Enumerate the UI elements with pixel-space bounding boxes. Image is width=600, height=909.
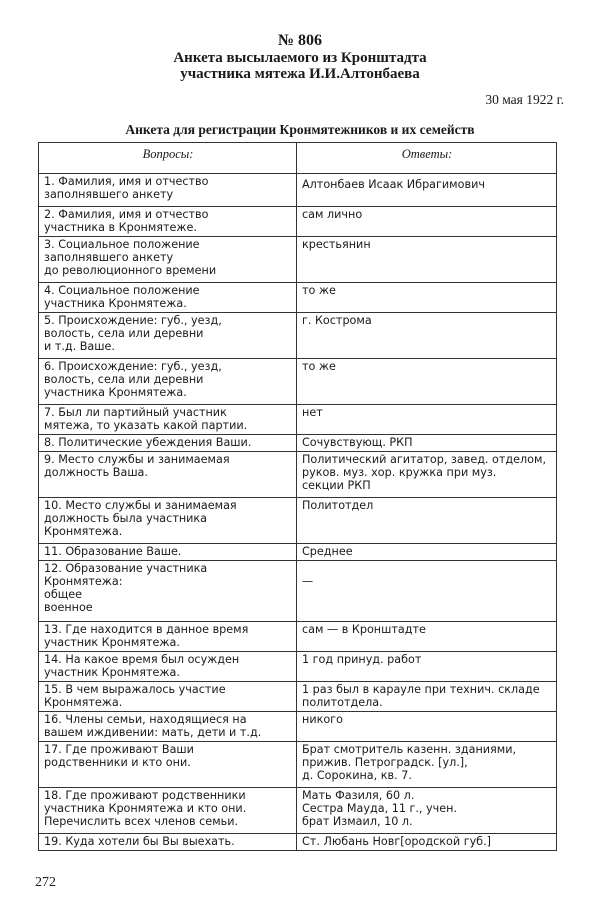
document-date: 30 мая 1922 г. xyxy=(485,92,564,107)
question-cell: 18. Где проживают родственники участника Кронмятежа и кто они. Перечислить всех членов семьи. xyxy=(39,788,297,834)
table-row xyxy=(39,237,557,283)
answer-cell: Среднее xyxy=(297,544,557,561)
table-row xyxy=(39,313,557,359)
table-row xyxy=(39,561,557,622)
question-cell: 17. Где проживают Ваши родственники и кто они. xyxy=(39,742,297,788)
question-cell: 5. Происхождение: губ., уезд, волость, села или деревни и т.д. Ваше. xyxy=(39,313,297,359)
table-row xyxy=(39,498,557,544)
question-cell: 7. Был ли партийный участник мятежа, то указать какой партии. xyxy=(39,405,297,435)
answer-cell: Алтонбаев Исаак Ибрагимович xyxy=(297,174,557,207)
document-number: № 806 xyxy=(277,32,323,49)
document-title-line-1: Анкета высылаемого из Кронштадта xyxy=(173,50,427,66)
answer-cell: 1 раз был в карауле при технич. складе политотдела. xyxy=(297,682,557,712)
answer-cell: то же xyxy=(297,359,557,405)
question-cell: 8. Политические убеждения Ваши. xyxy=(39,435,297,452)
table-row xyxy=(39,359,557,405)
question-cell: 12. Образование участника Кронмятежа: общее военное xyxy=(39,561,297,622)
question-cell: 15. В чем выражалось участие Кронмятежа. xyxy=(39,682,297,712)
answer-cell: 1 год принуд. работ xyxy=(297,652,557,682)
question-cell: 6. Происхождение: губ., уезд, волость, села или деревни участника Кронмятежа. xyxy=(39,359,297,405)
table-row xyxy=(39,712,557,742)
answer-cell: Ст. Любань Новг[ородской губ.] xyxy=(297,834,557,851)
question-cell: 14. На какое время был осужден участник Кронмятежа. xyxy=(39,652,297,682)
table-row xyxy=(39,742,557,788)
table-row xyxy=(39,452,557,498)
question-cell: 3. Социальное положение заполнявшего анкету до революционного времени xyxy=(39,237,297,283)
column-header-questions: Вопросы: xyxy=(39,143,297,174)
table-header-row xyxy=(39,143,557,174)
answer-cell: то же xyxy=(297,283,557,313)
question-cell: 1. Фамилия, имя и отчество заполнявшего анкету xyxy=(39,174,297,207)
answer-cell: Сочувствующ. РКП xyxy=(297,435,557,452)
answer-cell: Брат смотритель казенн. зданиями, прижив. Петроградск. [ул.], д. Сорокина, кв. 7. xyxy=(297,742,557,788)
table-row xyxy=(39,283,557,313)
questionnaire-subtitle: Анкета для регистрации Кронмятежников и их семейств xyxy=(125,122,475,137)
answer-cell: Политический агитатор, завед. отделом, руков. муз. хор. кружка при муз. секции РКП xyxy=(297,452,557,498)
answer-cell: Политотдел xyxy=(297,498,557,544)
table-row xyxy=(39,435,557,452)
question-cell: 10. Место службы и занимаемая должность была участника Кронмятежа. xyxy=(39,498,297,544)
question-cell: 11. Образование Ваше. xyxy=(39,544,297,561)
answer-cell: Мать Фазиля, 60 л. Сестра Мауда, 11 г., учен. брат Измаил, 10 л. xyxy=(297,788,557,834)
question-cell: 2. Фамилия, имя и отчество участника в Кронмятеже. xyxy=(39,207,297,237)
answer-cell: крестьянин xyxy=(297,237,557,283)
question-cell: 19. Куда хотели бы Вы выехать. xyxy=(39,834,297,851)
table-row xyxy=(39,834,557,851)
question-cell: 4. Социальное положение участника Кронмятежа. xyxy=(39,283,297,313)
answer-cell: г. Кострома xyxy=(297,313,557,359)
page-number: 272 xyxy=(35,875,56,890)
questionnaire-table xyxy=(38,142,557,851)
table-row xyxy=(39,544,557,561)
document-title-line-2: участника мятежа И.И.Алтонбаева xyxy=(180,66,420,82)
question-cell: 13. Где находится в данное время участник Кронмятежа. xyxy=(39,622,297,652)
table-row xyxy=(39,405,557,435)
answer-cell: сам — в Кронштадте xyxy=(297,622,557,652)
answer-cell: — xyxy=(297,561,557,622)
table-row xyxy=(39,207,557,237)
question-cell: 9. Место службы и занимаемая должность Ваша. xyxy=(39,452,297,498)
table-row xyxy=(39,622,557,652)
answer-cell: никого xyxy=(297,712,557,742)
table-row xyxy=(39,174,557,207)
answer-cell: нет xyxy=(297,405,557,435)
table-row xyxy=(39,652,557,682)
table-row xyxy=(39,788,557,834)
answer-cell: сам лично xyxy=(297,207,557,237)
column-header-answers: Ответы: xyxy=(297,143,557,174)
question-cell: 16. Члены семьи, находящиеся на вашем иждивении: мать, дети и т.д. xyxy=(39,712,297,742)
table-row xyxy=(39,682,557,712)
